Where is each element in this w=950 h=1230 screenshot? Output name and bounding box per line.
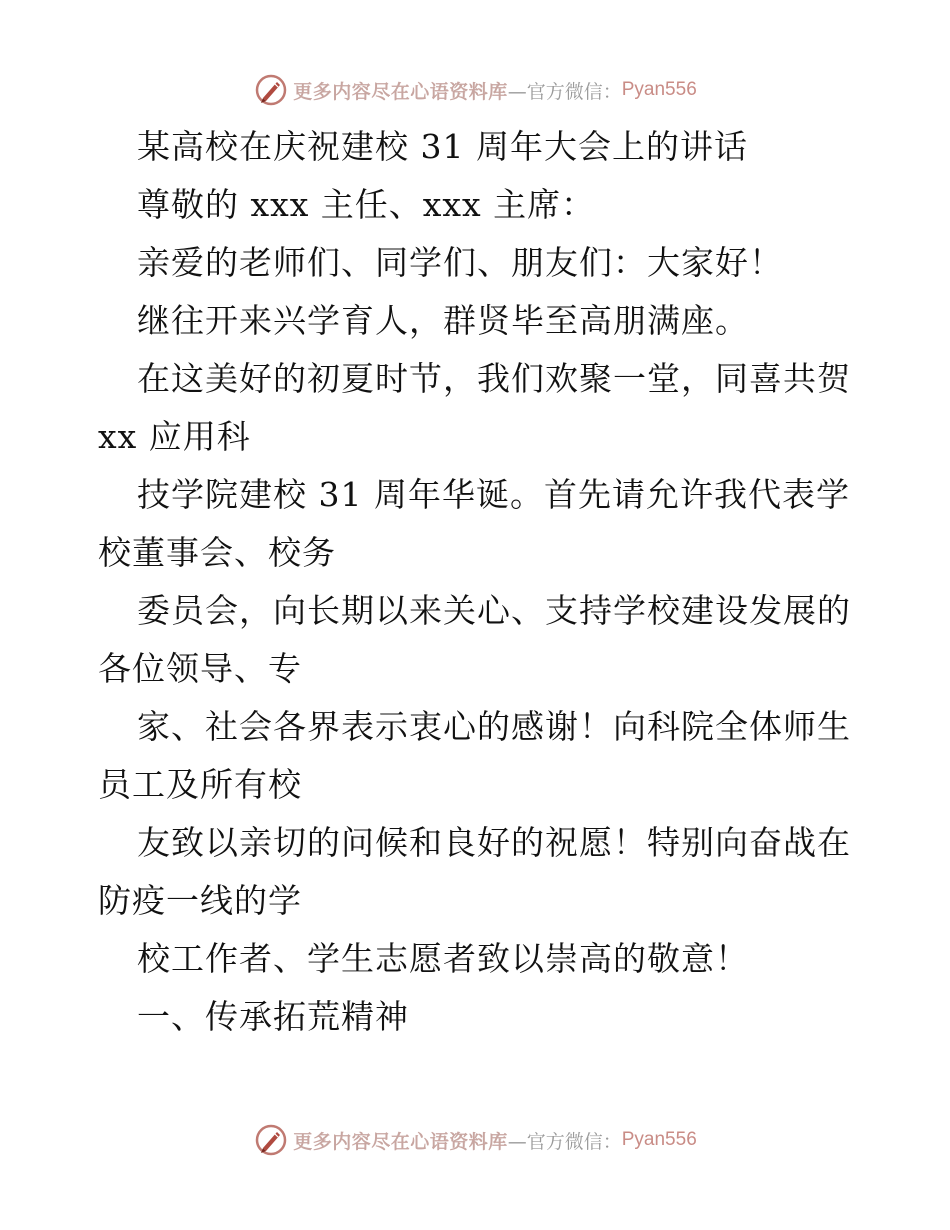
paragraph-line: 防疫一线的学	[98, 881, 302, 920]
paragraph-line: 各位领导、专	[98, 649, 302, 688]
document-body	[98, 118, 858, 1046]
banner-main-text: 更多内容尽在心语资料库	[293, 1130, 508, 1153]
paragraph-line: 友致以亲切的问候和良好的祝愿！特别向奋战在	[137, 823, 851, 862]
banner-wechat-id: Pyan556	[621, 1129, 697, 1150]
footer-watermark-banner	[0, 1120, 950, 1160]
paragraph-line: 委员会，向长期以来关心、支持学校建设发展的	[137, 591, 851, 630]
paragraph-line: 在这美好的初夏时节，我们欢聚一堂，同喜共贺	[137, 359, 851, 398]
paragraph-line: 员工及所有校	[98, 765, 302, 804]
header-watermark-banner	[0, 70, 950, 110]
paragraph-line: 校工作者、学生志愿者致以崇高的敬意！	[137, 939, 749, 978]
salutation-line: 尊敬的 xxx 主任、xxx 主席：	[137, 185, 596, 224]
document-title: 某高校在庆祝建校 31 周年大会上的讲话	[137, 127, 748, 166]
pen-logo-icon	[253, 1122, 289, 1158]
banner-wechat-id: Pyan556	[621, 79, 697, 100]
paragraph-line: 继往开来兴学育人，群贤毕至高朋满座。	[137, 301, 749, 340]
banner-main-text: 更多内容尽在心语资料库	[293, 80, 508, 103]
banner-sub-text: —官方微信：	[507, 1130, 622, 1153]
paragraph-line: xx 应用科	[98, 417, 251, 456]
paragraph-line: 校董事会、校务	[98, 533, 336, 572]
paragraph-line: 家、社会各界表示衷心的感谢！向科院全体师生	[137, 707, 851, 746]
pen-logo-icon	[253, 72, 289, 108]
greeting-line: 亲爱的老师们、同学们、朋友们：大家好！	[137, 243, 783, 282]
banner-sub-text: —官方微信：	[507, 80, 622, 103]
paragraph-line: 技学院建校 31 周年华诞。首先请允许我代表学	[137, 475, 850, 514]
section-heading: 一、传承拓荒精神	[137, 997, 409, 1036]
